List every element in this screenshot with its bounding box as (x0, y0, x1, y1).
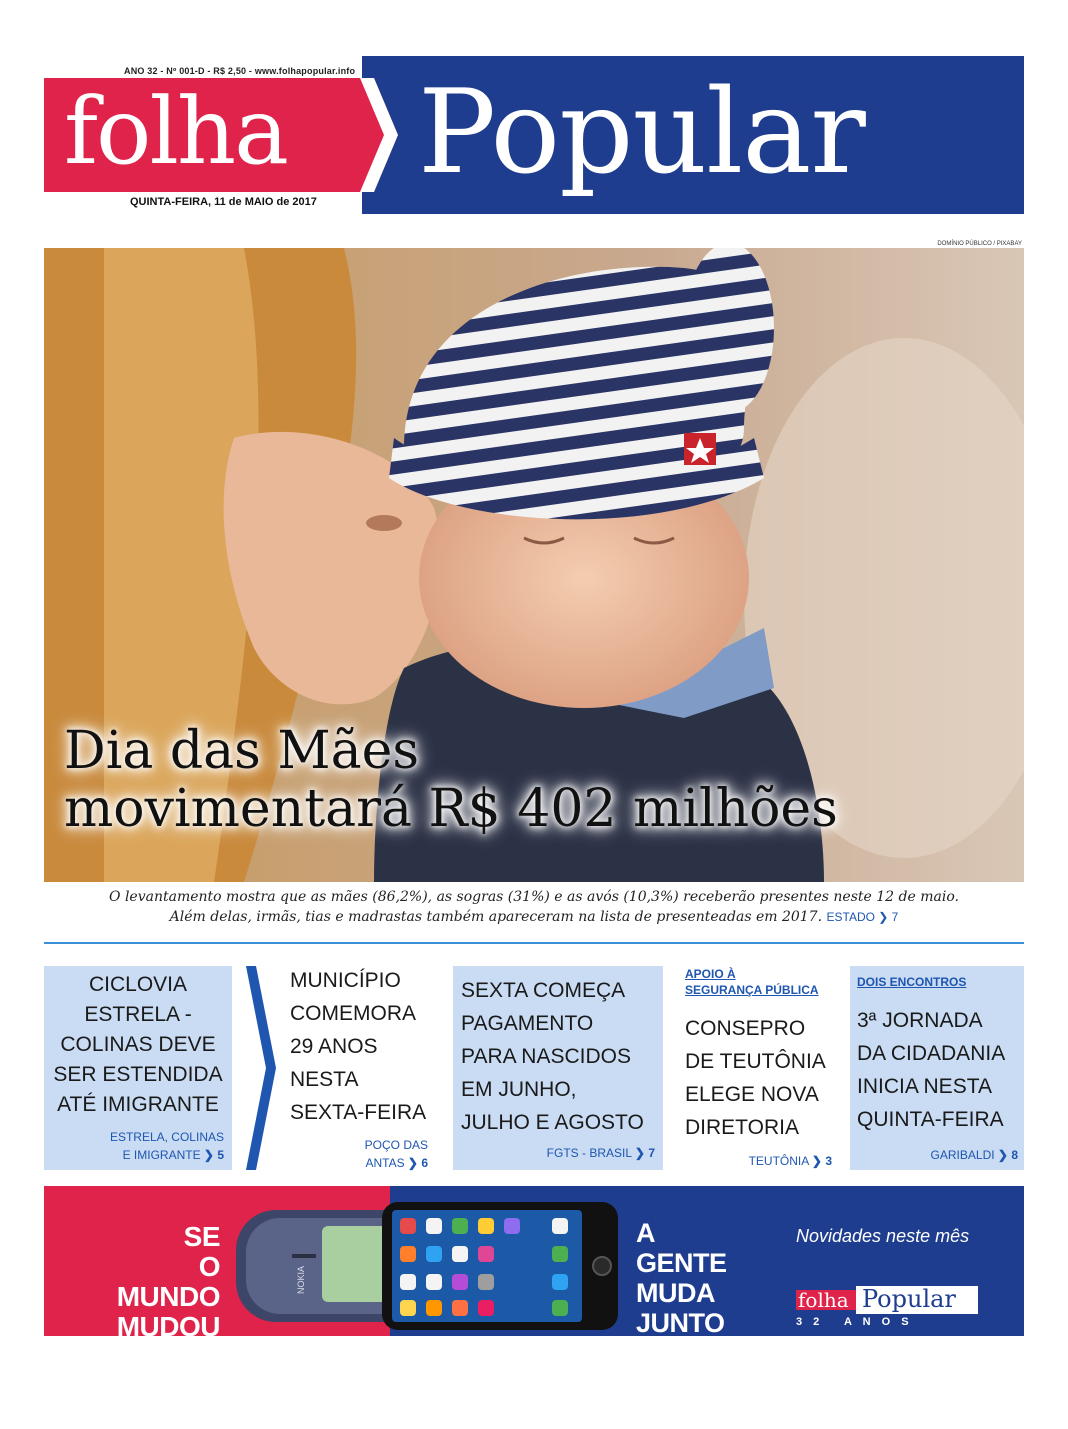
ad-slogan-right (636, 1218, 727, 1338)
lead-line-2-text: Além delas, irmãs, tias e madrastas também apareceram na lista de presenteadas em 2017. (169, 909, 823, 925)
story-kicker (857, 974, 966, 990)
title-line: CICLOVIA (88, 973, 188, 996)
ad-slogan-left (60, 1222, 220, 1342)
story-page-ref[interactable]: FGTS - BRASIL ❯ 7 (546, 1146, 655, 1160)
edition-date: QUINTA-FEIRA, 11 de MAIO de 2017 (130, 196, 317, 208)
story-box-municipio[interactable] (284, 966, 434, 1176)
story-title (290, 964, 426, 1129)
title-line: NESTA (290, 1068, 359, 1091)
story-page-ref[interactable]: TEUTÔNIA ❯ 3 (748, 1154, 832, 1168)
title-line: JULHO E AGOSTO (461, 1111, 644, 1134)
headline-line-1: Dia das Mães (64, 721, 420, 781)
phones-illustration (232, 1196, 622, 1332)
slogan-line: MUNDO (116, 1281, 220, 1312)
slogan-line: JUNTO (636, 1308, 725, 1338)
ref-line: E IMIGRANTE ❯ 5 (122, 1148, 224, 1162)
kicker-line: APOIO À (685, 967, 736, 981)
title-line: SEXTA-FEIRA (290, 1101, 427, 1124)
title-line: INICIA NESTA (857, 1075, 992, 1098)
lead-line-1: O levantamento mostra que as mães (86,2%), as sogras (31%) e as avós (10,3%) receberão presentes neste 12 de maio. (109, 889, 959, 905)
title-line: SER ESTENDIDA (53, 1063, 223, 1086)
story-kicker (685, 966, 819, 998)
title-line: ATÉ IMIGRANTE (57, 1093, 219, 1116)
ad-tagline: Novidades neste mês (796, 1226, 970, 1246)
mini-logo-folha: folha (798, 1288, 849, 1312)
mini-logo-years: 3 2 A N O S (796, 1316, 913, 1328)
title-line: 29 ANOS (290, 1035, 378, 1058)
old-phone-brand: NOKIA (296, 1265, 306, 1294)
story-box-jornada[interactable] (850, 966, 1024, 1170)
slogan-line: MUDA (636, 1278, 715, 1308)
title-line: ELEGE NOVA (685, 1083, 819, 1106)
title-line: DE TEUTÔNIA (685, 1050, 826, 1073)
story-box-ciclovia[interactable] (44, 966, 232, 1170)
title-line: QUINTA-FEIRA (857, 1108, 1004, 1131)
title-line: DIRETORIA (685, 1116, 799, 1139)
title-line: 3ª JORNADA (857, 1009, 983, 1032)
story-title (44, 970, 232, 1120)
story-title (461, 974, 644, 1139)
headline-line-2: movimentará R$ 402 milhões (64, 779, 838, 839)
story-box-consepro[interactable] (680, 966, 840, 1176)
ref-line: ANTAS ❯ 6 (365, 1156, 428, 1170)
kicker-line: SEGURANÇA PÚBLICA (685, 983, 819, 997)
title-line: PARA NASCIDOS (461, 1045, 631, 1068)
smartphone (382, 1202, 618, 1330)
title-line: SEXTA COMEÇA (461, 979, 626, 1002)
kicker-line: DOIS ENCONTROS (857, 975, 967, 989)
story-box-fgts[interactable] (453, 966, 663, 1170)
story-chevron-decoration (246, 966, 276, 1170)
title-line: EM JUNHO, (461, 1078, 577, 1101)
title-line: DA CIDADANIA (857, 1042, 1006, 1065)
logo-popular: Popular (418, 65, 865, 200)
slogan-line: SE (183, 1221, 220, 1252)
story-page-ref[interactable] (110, 1128, 224, 1164)
issue-info: ANO 32 - Nº 001-D - R$ 2,50 - www.folhapopular.info (124, 66, 356, 76)
lead-page-ref[interactable]: ESTADO ❯ 7 (826, 910, 899, 924)
story-page-ref[interactable] (365, 1136, 428, 1172)
title-line: COLINAS DEVE (60, 1033, 216, 1056)
masthead-chevron (350, 56, 410, 214)
main-headline[interactable] (64, 722, 838, 838)
story-title (685, 1012, 826, 1144)
photo-credit: DOMÍNIO PÚBLICO / PIXABAY (937, 241, 1022, 247)
slogan-line: A (636, 1218, 655, 1248)
slogan-line: GENTE (636, 1248, 727, 1278)
story-title (857, 1004, 1005, 1136)
title-line: MUNICÍPIO (290, 969, 401, 992)
title-line: COMEMORA (290, 1002, 416, 1025)
ad-mini-logo[interactable] (796, 1286, 980, 1330)
title-line: ESTRELA - (84, 1003, 192, 1026)
logo-folha: folha (64, 78, 287, 185)
story-page-ref[interactable]: GARIBALDI ❯ 8 (930, 1148, 1018, 1162)
title-line: PAGAMENTO (461, 1012, 594, 1035)
ref-line: POÇO DAS (364, 1138, 428, 1152)
slogan-line: O (198, 1251, 220, 1282)
lead-paragraph (60, 887, 1008, 927)
ref-line: ESTRELA, COLINAS (109, 1130, 224, 1144)
lead-line-2 (60, 907, 1008, 927)
mini-logo-popular: Popular (862, 1285, 956, 1313)
slogan-line: MUDOU (116, 1311, 220, 1342)
section-divider (44, 942, 1024, 944)
title-line: CONSEPRO (685, 1017, 806, 1040)
